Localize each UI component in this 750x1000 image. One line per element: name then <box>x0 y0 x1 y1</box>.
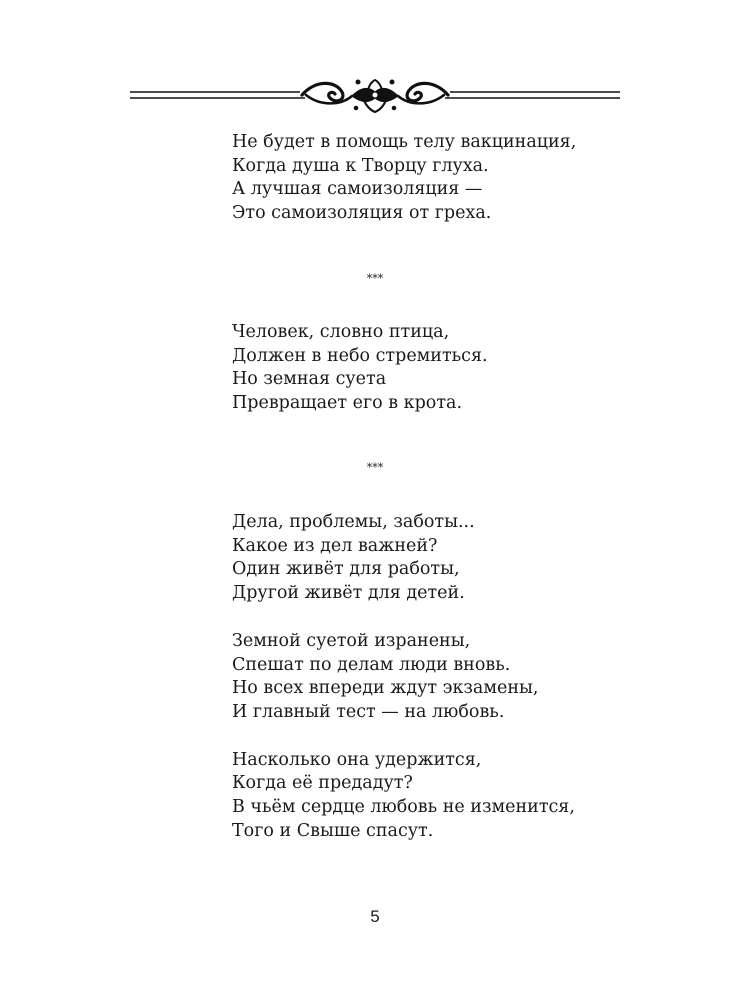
poem-line: Но земная суета <box>232 369 387 390</box>
poem-line: Но всех впереди ждут экзамены, <box>232 678 539 699</box>
poem-line: Не будет в помощь телу вакцинация, <box>232 132 577 152</box>
ornament-right-rules <box>445 92 620 98</box>
stanza-gap <box>232 725 652 749</box>
ornament-left-rules <box>130 92 305 98</box>
poem-line: В чьём сердце любовь не изменится, <box>232 797 575 818</box>
page-number: 5 <box>370 907 380 926</box>
poem-line: Один живёт для работы, <box>232 559 460 580</box>
poem-line: И главный тест — на любовь. <box>232 701 505 722</box>
section-separator: *** <box>366 272 384 285</box>
poem-3 <box>232 511 652 843</box>
poem-2 <box>232 321 652 416</box>
poem-line: Человек, словно птица, <box>232 322 450 342</box>
poem-line: Когда душа к Творцу глуха. <box>232 155 489 176</box>
section-separator: *** <box>366 461 384 474</box>
poem-line: Дела, проблемы, заботы... <box>232 512 475 532</box>
poem-line: Должен в небо стремиться. <box>232 345 488 366</box>
poem-1 <box>232 131 652 226</box>
ornament-flourish <box>302 80 448 112</box>
poem-line: Земной суетой изранены, <box>232 630 471 651</box>
poem-line: Когда её предадут? <box>232 773 413 794</box>
poem-line: Это самоизоляция от греха. <box>232 203 492 224</box>
poem-line: Другой живёт для детей. <box>232 583 465 604</box>
poem-line: Какое из дел важней? <box>232 535 438 556</box>
poem-line: Того и Свыше спасут. <box>232 820 434 841</box>
poem-line: А лучшая самоизоляция — <box>232 179 483 200</box>
poem-line: Превращает его в крота. <box>232 393 463 414</box>
poem-line: Насколько она удержится, <box>232 749 482 770</box>
stanza-gap <box>232 606 652 630</box>
decorative-ornament-header <box>130 70 620 120</box>
poem-line: Спешат по делам люди вновь. <box>232 654 511 675</box>
